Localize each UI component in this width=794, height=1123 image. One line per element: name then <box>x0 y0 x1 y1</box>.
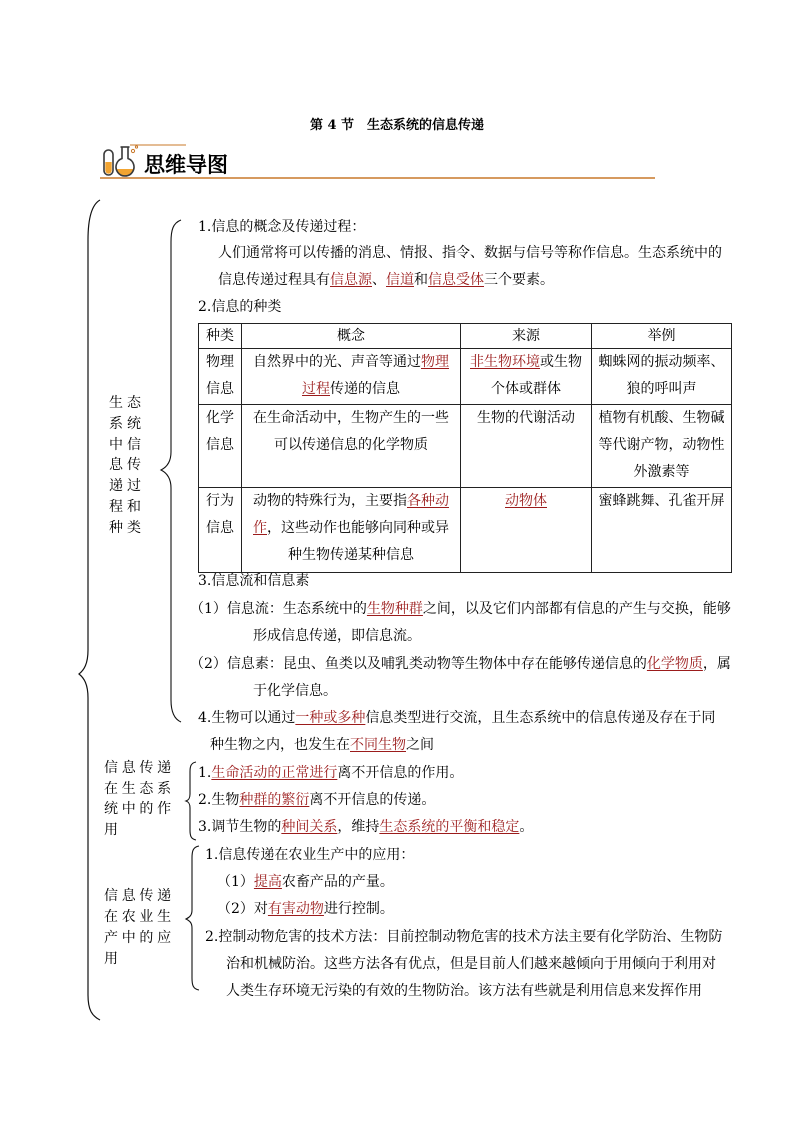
pheromone-line <box>253 681 337 701</box>
text-segment: 蜜蜂跳舞、孔雀开屏 <box>598 493 725 509</box>
table-header-cell: 举例 <box>592 324 732 349</box>
key-term: 信道 <box>386 272 414 288</box>
text-segment: （2）对 <box>217 901 268 917</box>
cell-line <box>199 488 241 515</box>
mind-map-heading: 思维导图 <box>144 153 228 177</box>
process-section-brace <box>161 220 181 722</box>
key-term: 有害动物 <box>267 901 324 917</box>
text-segment: 生物的代谢活动 <box>477 410 575 426</box>
control-method-line <box>226 981 702 1001</box>
key-term: 不同生物 <box>350 737 406 753</box>
cell-line <box>461 405 591 432</box>
text-segment: 于化学信息。 <box>253 683 337 699</box>
text-segment: 自然界中的光、声音等通过 <box>253 354 421 370</box>
concept-text-line <box>218 270 554 290</box>
key-term: 动物体 <box>505 493 547 509</box>
cell-line <box>592 349 731 376</box>
key-term: 生态系统的平衡和稳定 <box>379 819 520 835</box>
text-segment: 信息 <box>206 381 234 397</box>
text-segment: 1. <box>198 765 212 781</box>
source-cell <box>461 349 592 405</box>
text-segment: 动物的特殊行为，主要指 <box>253 493 407 509</box>
info-flow-line <box>253 626 421 646</box>
text-segment: 蜘蛛网的振动频率、 <box>598 354 725 370</box>
application-item <box>217 899 394 919</box>
cell-line <box>592 459 731 486</box>
cell-line <box>461 349 591 376</box>
key-term: 信息源 <box>330 272 372 288</box>
cell-line <box>199 515 241 542</box>
cell-line <box>592 405 731 432</box>
text-segment: 4.生物可以通过 <box>198 710 296 726</box>
role-item <box>198 790 435 810</box>
key-term: 物理 <box>421 354 449 370</box>
text-segment: 之间，以及它们内部都有信息的产生与交换，能够 <box>422 601 731 617</box>
cell-line <box>242 349 460 376</box>
text-segment: 物理 <box>206 354 234 370</box>
text-segment: 之间 <box>406 737 434 753</box>
text-segment: 可以传递信息的化学物质 <box>274 437 428 453</box>
table-header-row <box>199 324 732 349</box>
key-term: 信息受体 <box>428 272 484 288</box>
text-segment: 农畜产品的产量。 <box>281 874 394 890</box>
root-brace <box>79 200 100 1020</box>
text-segment: 、 <box>372 272 386 288</box>
table-header-cell: 概念 <box>242 324 461 349</box>
flask-icon <box>102 142 142 178</box>
text-segment: 信息 <box>206 437 234 453</box>
text-segment: 三个要素。 <box>484 272 554 288</box>
cell-line <box>199 405 241 432</box>
key-term: 各种动 <box>407 493 449 509</box>
text-segment: 化学 <box>206 410 234 426</box>
key-term: 提高 <box>253 874 282 890</box>
text-segment: 植物有机酸、生物碱 <box>598 410 725 426</box>
role-item <box>198 763 463 783</box>
text-segment: 人类生存环境无污染的有效的生物防治。该方法有些就是利用信息来发挥作用 <box>226 983 702 999</box>
key-term: 作 <box>253 520 267 536</box>
concept-heading: 1.信息的概念及传递过程： <box>198 219 366 235</box>
text-segment: 离不开信息的作用。 <box>337 765 464 781</box>
kind-cell <box>199 405 242 488</box>
cell-line <box>242 432 460 459</box>
cell-line <box>242 542 460 569</box>
text-segment: 等代谢产物，动物性 <box>598 437 725 453</box>
text-segment: 形成信息传递，即信息流。 <box>253 628 421 644</box>
example-cell <box>592 349 732 405</box>
text-segment: ，属 <box>702 656 731 672</box>
cell-line <box>242 515 460 542</box>
key-term: 生物种群 <box>366 601 423 617</box>
cell-line <box>461 376 591 403</box>
table-header-cell: 种类 <box>199 324 242 349</box>
concept-cell <box>242 349 461 405</box>
text-segment: 人们通常将可以传播的消息、情报、指令、数据与信号等称作信息。生态系统中的 <box>218 245 722 261</box>
key-term: 非生物环境 <box>470 354 540 370</box>
concept-text-line <box>218 243 722 263</box>
cell-line <box>199 349 241 376</box>
text-segment: 信息传递过程具有 <box>218 272 330 288</box>
concept-cell <box>242 405 461 488</box>
application-heading: 1.信息传递在农业生产中的应用： <box>205 847 415 863</box>
cell-line <box>242 488 460 515</box>
text-segment: 行为 <box>206 493 234 509</box>
role-item <box>198 817 533 837</box>
text-segment: 种生物之内，也发生在 <box>210 737 350 753</box>
application-item <box>217 872 394 892</box>
text-segment: 2.控制动物危害的技术方法：目前控制动物危害的技术方法主要有化学防治、生物防 <box>205 929 723 945</box>
text-segment: 进行控制。 <box>323 901 394 917</box>
cell-line <box>592 376 731 403</box>
role-section-brace <box>186 762 196 840</box>
key-term: 过程 <box>302 381 330 397</box>
text-segment: 。 <box>519 819 534 835</box>
cell-line <box>242 376 460 403</box>
text-segment: 外激素等 <box>633 464 690 480</box>
text-segment: 或生物 <box>540 354 582 370</box>
text-segment: 种生物传递某种信息 <box>288 547 414 563</box>
text-segment: ，这些动作也能够向同种或异 <box>267 520 449 536</box>
concept-cell <box>242 488 461 573</box>
text-segment: 在生命活动中，生物产生的一些 <box>253 410 449 426</box>
text-segment: （2）信息素：昆虫、鱼类以及哺乳类动物等生物体中存在能够传递信息的 <box>190 656 647 672</box>
kind-cell <box>199 488 242 573</box>
key-term: 种间关系 <box>281 819 338 835</box>
cell-line <box>592 488 731 515</box>
key-term: 化学物质 <box>646 656 703 672</box>
text-segment: 狼的呼叫声 <box>626 381 697 397</box>
flow-heading: 3.信息流和信息素 <box>198 573 310 589</box>
application-section-brace <box>186 846 199 990</box>
table-row <box>199 405 732 488</box>
kind-cell <box>199 349 242 405</box>
types-heading: 2.信息的种类 <box>198 299 282 315</box>
cell-line <box>199 376 241 403</box>
section-label-application: 信息传递在农业生产中的应用 <box>104 888 175 967</box>
text-segment: 3.调节生物的 <box>198 819 282 835</box>
cell-line <box>242 405 460 432</box>
table-row <box>199 488 732 573</box>
text-segment: 离不开信息的传递。 <box>309 792 436 808</box>
source-cell <box>461 405 592 488</box>
key-term: 一种或多种 <box>295 710 366 726</box>
cell-line <box>461 488 591 515</box>
text-segment: 治和机械防治。这些方法各有优点，但是目前人们越来越倾向于用倾向于利用对 <box>226 956 716 972</box>
section-label-role: 信息传递在生态系统中的作用 <box>104 760 175 839</box>
section-label-process: 生态系统中信息传递过程和种类 <box>109 395 145 536</box>
text-segment: 传递的信息 <box>330 381 400 397</box>
cell-line <box>592 432 731 459</box>
cell-line <box>199 432 241 459</box>
example-cell <box>592 405 732 488</box>
text-segment: 信息 <box>206 520 234 536</box>
text-segment: 个体或群体 <box>491 381 561 397</box>
text-segment: 2.生物 <box>198 792 240 808</box>
exchange-line <box>210 735 434 755</box>
control-method-line <box>205 927 722 947</box>
source-cell <box>461 488 592 573</box>
table-header-cell: 来源 <box>461 324 592 349</box>
control-method-line <box>226 954 716 974</box>
text-segment: 和 <box>414 272 428 288</box>
info-flow-line <box>190 599 731 619</box>
pheromone-line <box>190 654 731 674</box>
key-term: 生命活动的正常进行 <box>211 765 338 781</box>
text-segment: 信息类型进行交流，且生态系统中的信息传递及存在于同 <box>365 710 716 726</box>
exchange-line <box>198 708 715 728</box>
info-types-table <box>198 323 732 573</box>
table-row <box>199 349 732 405</box>
example-cell <box>592 488 732 573</box>
page-title: 第 4 节 生态系统的信息传递 <box>309 118 485 133</box>
text-segment: （1）信息流：生态系统中的 <box>190 601 367 617</box>
key-term: 种群的繁衍 <box>239 792 310 808</box>
text-segment: ，维持 <box>337 819 380 835</box>
text-segment: （1） <box>217 874 254 890</box>
